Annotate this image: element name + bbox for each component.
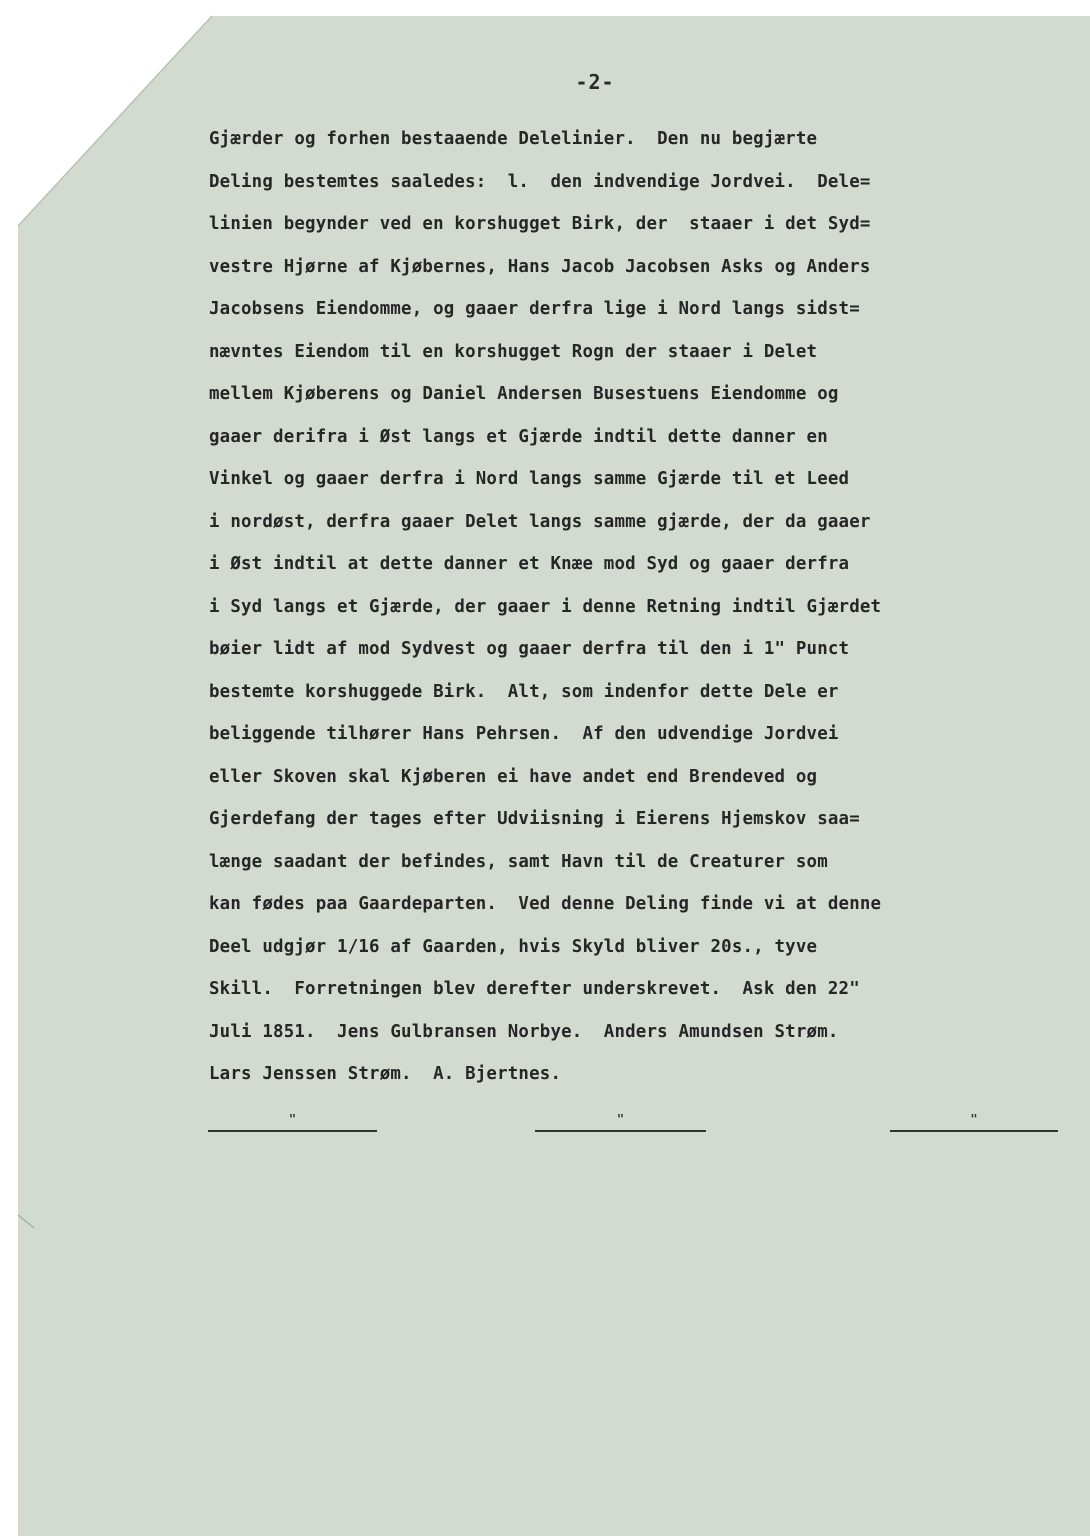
ditto-mark: " [616, 1112, 625, 1126]
text-line: gaaer derifra i Øst langs et Gjærde indtil dette danner en [209, 426, 828, 447]
text-line: kan fødes paa Gaardeparten. Ved denne Deling finde vi at denne [209, 894, 882, 914]
text-line: bøier lidt af mod Sydvest og gaaer derfra til den i 1" Punct [209, 639, 850, 659]
text-line: i Øst indtil at dette danner et Knæe mod Syd og gaaer derfra [209, 554, 850, 574]
text-line: Lars Jenssen Strøm. A. Bjertnes. [209, 1064, 562, 1084]
text-line: Vinkel og gaaer derfra i Nord langs samme Gjærde til et Leed [209, 469, 850, 489]
text-line: Deel udgjør 1/16 af Gaarden, hvis Skyld bliver 20s., tyve [209, 936, 818, 957]
signature-lines [0, 1112, 1090, 1138]
text-line: Jacobsens Eiendomme, og gaaer derfra lige i Nord langs sidst= [209, 299, 860, 319]
text-line: linien begynder ved en korshugget Birk, der staaer i det Syd= [209, 214, 871, 234]
text-line: Gjerdefang der tages efter Udviisning i Eierens Hjemskov saa= [209, 809, 860, 829]
text-line: Gjærder og forhen bestaaende Delelinier. Den nu begjærte [209, 129, 818, 149]
text-line: længe saadant der befindes, samt Havn til de Creaturer som [209, 851, 828, 872]
page-number: -2- [575, 70, 615, 94]
signature-line [208, 1112, 377, 1132]
text-line: Juli 1851. Jens Gulbransen Norbye. Anders Amundsen Strøm. [209, 1021, 839, 1042]
text-line: mellem Kjøberens og Daniel Andersen Busestuens Eiendomme og [209, 384, 839, 404]
signature-line [890, 1112, 1058, 1132]
text-line: nævntes Eiendom til en korshugget Rogn der staaer i Delet [209, 341, 818, 362]
text-line: i Syd langs et Gjærde, der gaaer i denne Retning indtil Gjærdet [209, 596, 882, 617]
text-line: beliggende tilhører Hans Pehrsen. Af den udvendige Jordvei [209, 724, 839, 744]
ditto-mark: " [288, 1112, 297, 1126]
ditto-mark: " [970, 1112, 978, 1126]
text-line: vestre Hjørne af Kjøbernes, Hans Jacob Jacobsen Asks og Anders [209, 256, 871, 277]
text-line: Deling bestemtes saaledes: l. den indvendige Jordvei. Dele= [209, 171, 871, 192]
body-text [209, 118, 1069, 1096]
text-line: eller Skoven skal Kjøberen ei have andet end Brendeved og [209, 766, 818, 787]
text-line: i nordøst, derfra gaaer Delet langs samme gjærde, der da gaaer [209, 511, 871, 532]
signature-line [535, 1112, 706, 1132]
text-line: bestemte korshuggede Birk. Alt, som indenfor dette Dele er [209, 681, 839, 702]
text-line: Skill. Forretningen blev derefter underskrevet. Ask den 22" [209, 979, 860, 999]
